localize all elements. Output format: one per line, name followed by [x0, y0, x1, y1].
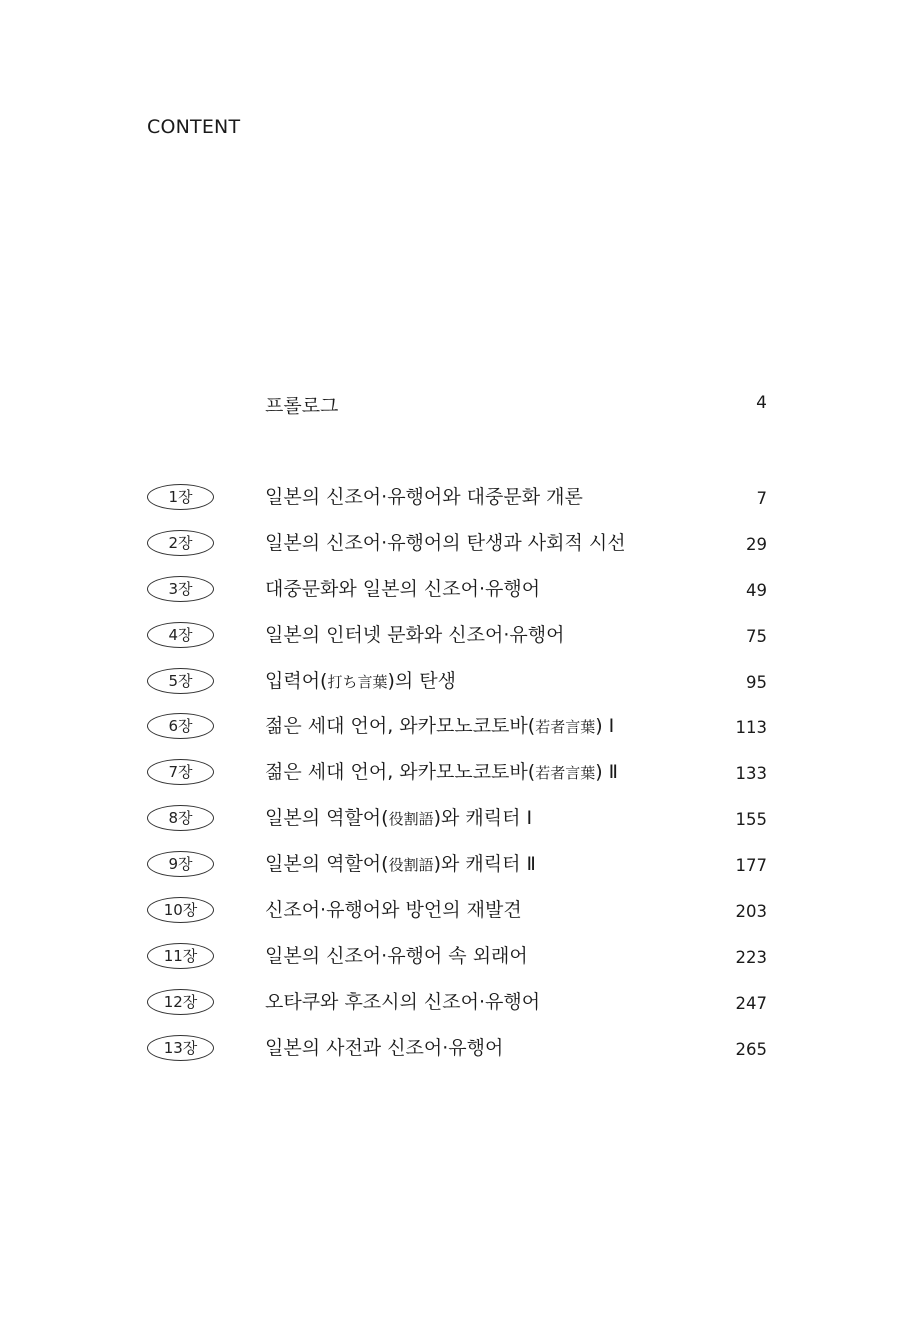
chapter-badge: 12장 — [147, 989, 214, 1015]
entry-title: 젊은 세대 언어, 와카모노코토바(若者言葉) Ⅱ — [265, 761, 619, 784]
toc-entry-prologue[interactable] — [0, 389, 898, 419]
chapter-list — [0, 484, 898, 1081]
page-number: 155 — [735, 810, 767, 830]
page-number: 29 — [746, 534, 767, 554]
page-number: 265 — [735, 1039, 767, 1059]
toc-entry-chapter-9[interactable] — [0, 851, 898, 897]
chapter-badge: 10장 — [147, 897, 214, 923]
chapter-badge: 13장 — [147, 1035, 214, 1061]
entry-title: 신조어·유행어와 방언의 재발견 — [265, 899, 522, 922]
toc-entry-chapter-3[interactable] — [0, 576, 898, 622]
entry-title: 프롤로그 — [265, 395, 339, 417]
chapter-badge: 4장 — [147, 622, 214, 648]
page-number: 203 — [735, 902, 767, 922]
page-number: 7 — [756, 489, 767, 508]
page-number: 4 — [756, 393, 767, 413]
page-number: 133 — [735, 764, 767, 784]
entry-title: 일본의 신조어·유행어와 대중문화 개론 — [265, 486, 583, 508]
toc-entry-chapter-7[interactable] — [0, 759, 898, 805]
toc-entry-chapter-6[interactable] — [0, 713, 898, 759]
entry-title: 일본의 인터넷 문화와 신조어·유행어 — [265, 623, 565, 646]
page-title: CONTENT — [147, 116, 241, 138]
toc-entry-chapter-13[interactable] — [0, 1035, 898, 1081]
chapter-badge: 8장 — [147, 805, 214, 831]
toc-entry-chapter-4[interactable] — [0, 622, 898, 668]
page-number: 75 — [746, 626, 767, 646]
chapter-badge: 2장 — [147, 530, 214, 556]
toc-entry-chapter-2[interactable] — [0, 530, 898, 576]
page-number: 49 — [746, 580, 767, 600]
toc-entry-chapter-5[interactable] — [0, 668, 898, 714]
page-number: 95 — [746, 672, 767, 692]
chapter-badge: 7장 — [147, 759, 214, 785]
entry-title: 젊은 세대 언어, 와카모노코토바(若者言葉) Ⅰ — [265, 715, 615, 738]
toc-entry-chapter-11[interactable] — [0, 943, 898, 989]
page-number: 177 — [735, 856, 767, 876]
toc-entry-chapter-12[interactable] — [0, 989, 898, 1035]
chapter-badge: 6장 — [147, 713, 214, 739]
chapter-badge: 9장 — [147, 851, 214, 877]
entry-title: 입력어(打ち言葉)의 탄생 — [265, 669, 457, 692]
toc-entry-chapter-1[interactable] — [0, 484, 898, 530]
entry-title: 오타쿠와 후조시의 신조어·유행어 — [265, 990, 541, 1013]
entry-title: 일본의 신조어·유행어의 탄생과 사회적 시선 — [265, 531, 626, 554]
entry-title: 대중문화와 일본의 신조어·유행어 — [265, 577, 541, 600]
chapter-badge: 5장 — [147, 668, 214, 694]
toc-entry-chapter-10[interactable] — [0, 897, 898, 943]
page-number: 223 — [735, 947, 767, 967]
entry-title: 일본의 신조어·유행어 속 외래어 — [265, 944, 528, 967]
entry-title: 일본의 역할어(役割語)와 캐릭터 Ⅱ — [265, 853, 536, 876]
entry-title: 일본의 역할어(役割語)와 캐릭터 Ⅰ — [265, 807, 533, 830]
entry-title: 일본의 사전과 신조어·유행어 — [265, 1036, 504, 1059]
chapter-badge: 11장 — [147, 943, 214, 969]
page-number: 247 — [735, 993, 767, 1013]
chapter-badge: 3장 — [147, 576, 214, 602]
chapter-badge: 1장 — [147, 484, 214, 510]
toc-entry-chapter-8[interactable] — [0, 805, 898, 851]
page-number: 113 — [735, 718, 767, 738]
